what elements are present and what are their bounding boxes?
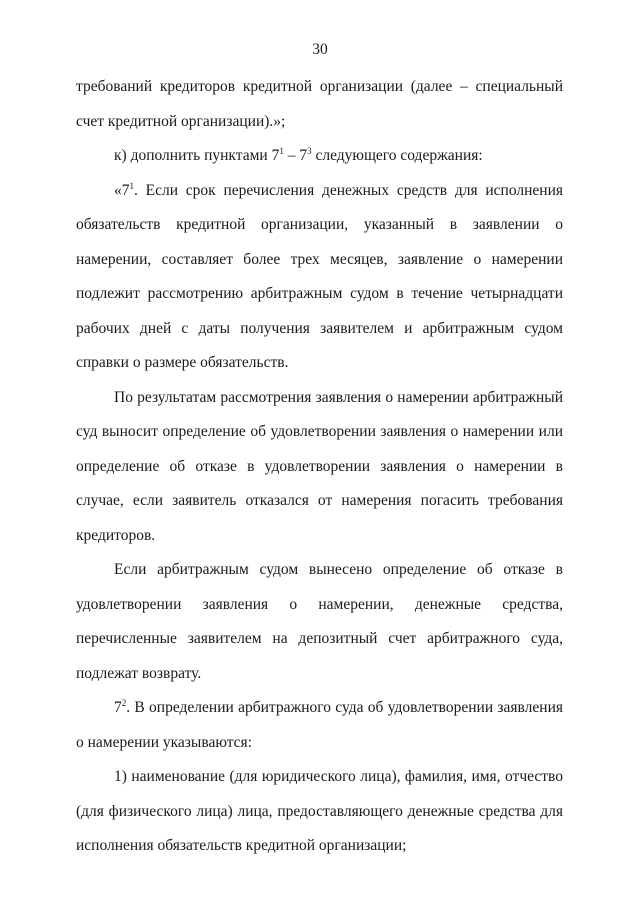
superscript: 2 xyxy=(121,698,127,708)
superscript: 1 xyxy=(129,180,134,191)
text-run: . В определении арбитражного суда об удовлетворении заявления о намерении указываются: xyxy=(76,699,563,751)
document-body xyxy=(76,70,563,864)
page-number: 30 xyxy=(312,41,328,58)
paragraph-item-7-1 xyxy=(76,174,563,381)
superscript: 3 xyxy=(307,146,312,156)
text-run: – 7 xyxy=(283,147,308,164)
paragraph-item-7-2 xyxy=(76,691,563,760)
paragraph-continuation: требований кредиторов кредитной организации (далее – специальный счет кредитной организации).»; xyxy=(76,78,563,130)
paragraph-court-decision: По результатам рассмотрения заявления о намерении арбитражный суд выносит определение об удовлетворении заявления о намерении или определение об отказе в удовлетворении заявления о намерении в случае, если заявитель отказался от намерения погасить требования кредиторов. xyxy=(76,388,563,544)
text-run: к) дополнить пунктами 7 xyxy=(114,147,280,164)
text-run: 7 xyxy=(114,699,122,716)
text-run: «7 xyxy=(114,181,130,199)
paragraph-subitem-1: 1) наименование (для юридического лица), фамилия, имя, отчество (для физического лица) лица, предоставляющего денежные средства для исполнения обязательств кредитной организации; xyxy=(76,768,563,854)
text-run: . Если срок перечисления денежных средств для исполнения обязательств кредитной организации, указанный в заявлении о намерении, составляет более трех месяцев, заявление о намерении подлежит рассмотрению арбитражным судом в течение четырнадцати рабочих дней с даты получения заявителем и арбитражным судом справки о размере обязательств. xyxy=(76,181,563,371)
text-run: следующего содержания: xyxy=(311,147,483,164)
paragraph-amendment-k xyxy=(76,139,563,174)
superscript: 1 xyxy=(279,146,284,156)
paragraph-refund: Если арбитражным судом вынесено определение об отказе в удовлетворении заявления о намерении, денежные средства, перечисленные заявителем на депозитный счет арбитражного суда, подлежат возврату. xyxy=(76,561,563,682)
